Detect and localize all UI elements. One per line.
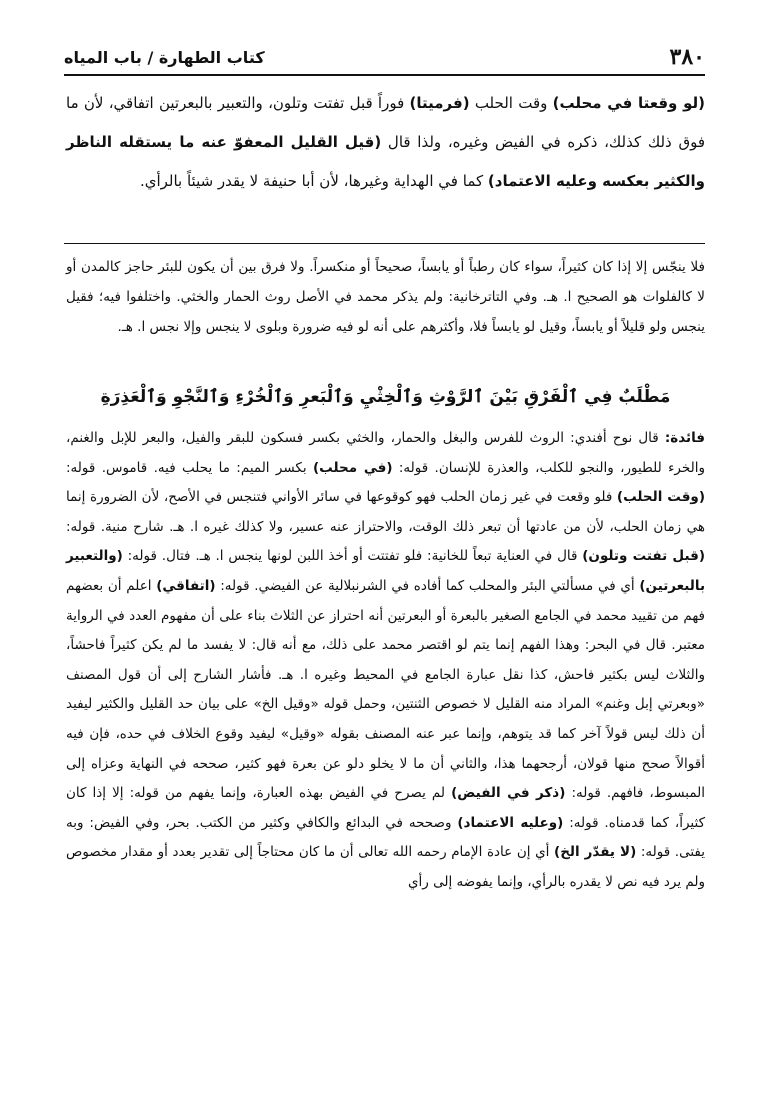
commentary-quote: (لا يقدّر الخ) <box>554 844 637 861</box>
main-run: وقت الحلب <box>469 94 553 112</box>
commentary-run: فلو وقعت في غير زمان الحلب فهو كوقوعها في سائر الأواني فتنجس في الأصح، لأن الضرورة إنما هي زمان الحلب، لأن من عادتها أن تبعر ذلك الوقت، والاحتراز عنه عسير، ولا كذلك غيره ا. هـ. شارح منية. قوله: <box>66 489 705 535</box>
commentary-quote: (وقت الحلب) <box>616 489 705 506</box>
commentary-quote: (ذكر في الفيض) <box>451 785 566 802</box>
main-quote: (لو وقعتا في محلب) <box>552 94 705 112</box>
commentary-run: قال في العناية تبعاً للخانية: فلو تفتتت أو أخذ اللبن لونها ينجس ا. هـ. فتال. قوله: <box>122 548 583 565</box>
commentary-quote: (وعليه الاعتماد) <box>457 814 564 831</box>
section-heading: مَطْلَبٌ فِي ٱلْفَرْقِ بَيْنَ ٱلرَّوْثِ وَٱلْخِثْيِ وَٱلْبَعرِ وَٱلْخُرْءِ وَٱلنَّجْوِ وَٱلْعَذِرَةِ <box>100 387 671 407</box>
commentary-quote: (اتفاقي) <box>156 577 216 594</box>
page-number: ٣٨٠ <box>669 44 705 70</box>
gloss-text: فلا ينجّس إلا إذا كان كثيراً، سواء كان رطباً أو يابساً، صحيحاً أو منكسراً. ولا فرق بين أن يكون للبئر حاجز كالمدن أو لا كالفلوات هو الصحيح ا. هـ. وفي التاترخانية: ولم يذكر محمد في الأصل روث الحمار والخثي. واختلفوا فيه؛ فقيل ينجس ولو قليلاً أو يابساً، وقيل لو يابساً فلا، وأكثرهم على أنه لو فيه ضرورة وبلوى لا ينجس وإلا نجس ا. هـ. <box>66 259 705 335</box>
main-quote: (قيل القليل المعفوّ عنه ما يستقله الناظر والكثير بعكسه وعليه الاعتماد) <box>66 133 705 190</box>
commentary-run: اعلم أن بعضهم فهم من تقييد محمد في الجامع الصغير بالبعرة أو البعرتين أنه احتراز عن الثلاث بناء على أن مفهوم العدد في الرواية معتبر. قال في البحر: وهذا الفهم إنما يتم لو اقتصر محمد على ذلك، مع أنه قال: لا يفسد ما لم يكن كثيراً فاحشاً، والثلاث ليس بكثير فاحش، كذا نقل عبارة الجامع في المحيط وغيره ا. هـ. فأشار الشارح إلى أن قول المصنف «وبعرتي إبل وغنم» المراد منه القليل لا خصوص الثنتين، وحمل قوله «وقيل الخ» على بيان حد القليل والكثير ليفيد أن ذلك ليس قولاً آخر كما قد يتوهم، وإنما عبر عنه المصنف بقوله «وقيل» ليفيد وقوع الخلاف في حده، فإن فيه أقوالاً صحح منها قولان، أرجحهما هذا، والثاني أن ما لا يخلو دلو عن بعرة فهو كثير، صححه في النهاية وعزاه إلى المبسوط، فافهم. قوله: <box>66 577 706 802</box>
commentary-run: أي في مسألتي البئر والمحلب كما أفاده في الشرنبلالية عن الفيضي. قوله: <box>215 577 640 594</box>
main-quote: (فرميتا) <box>409 94 470 112</box>
commentary-run: أي إن عادة الإمام رحمه الله تعالى أن ما كان محتاجاً إلى تقدير بعدد أو مقدار مخصوص ولم يرد فيه نص لا يقدره بالرأي، وإنما يفوضه إلى رأي <box>66 844 705 890</box>
commentary-quote: (في محلب) <box>313 459 393 476</box>
page-header <box>64 40 705 76</box>
separator-rule <box>64 243 705 244</box>
commentary-quote: (والتعبير بالبعرتين) <box>66 548 706 594</box>
commentary-run: قال نوح أفندي: الروث للفرس والبغل والحمار، والخثي بكسر فسكون للبقر والفيل، والبعر للإبل والغنم، والخرء للطيور، والنجو للكلب، والعذرة للإنسان. قوله: <box>66 430 705 476</box>
commentary-label: فائدة: <box>664 430 705 446</box>
main-text <box>66 84 705 201</box>
commentary-run: وصححه في البدائع والكافي وكثير من الكتب. بحر، وفي الفيض: وبه يفتى. قوله: <box>66 814 705 861</box>
main-run: كما في الهداية وغيرها، لأن أبا حنيفة لا يقدر شيئاً بالرأي. <box>139 172 488 190</box>
commentary-run: بكسر الميم: ما يحلب فيه. قاموس. قوله: <box>66 459 313 476</box>
commentary-run: لم يصرح في الفيض بهذه العبارة، وإنما يفهم من قوله: إلا إذا كان كثيراً، كما قدمناه. قوله: <box>66 785 705 831</box>
main-run: فوراً قبل تفتت وتلون، والتعبير بالبعرتين اتفاقي، لأن ما فوق ذلك كذلك، ذكره في الفيض وغيره، ولذا قال <box>66 94 705 151</box>
commentary-quote: (قبل تفتت وتلون) <box>582 548 706 565</box>
running-title: كتاب الطهارة / باب المياه <box>64 47 265 67</box>
commentary-text <box>66 424 705 898</box>
